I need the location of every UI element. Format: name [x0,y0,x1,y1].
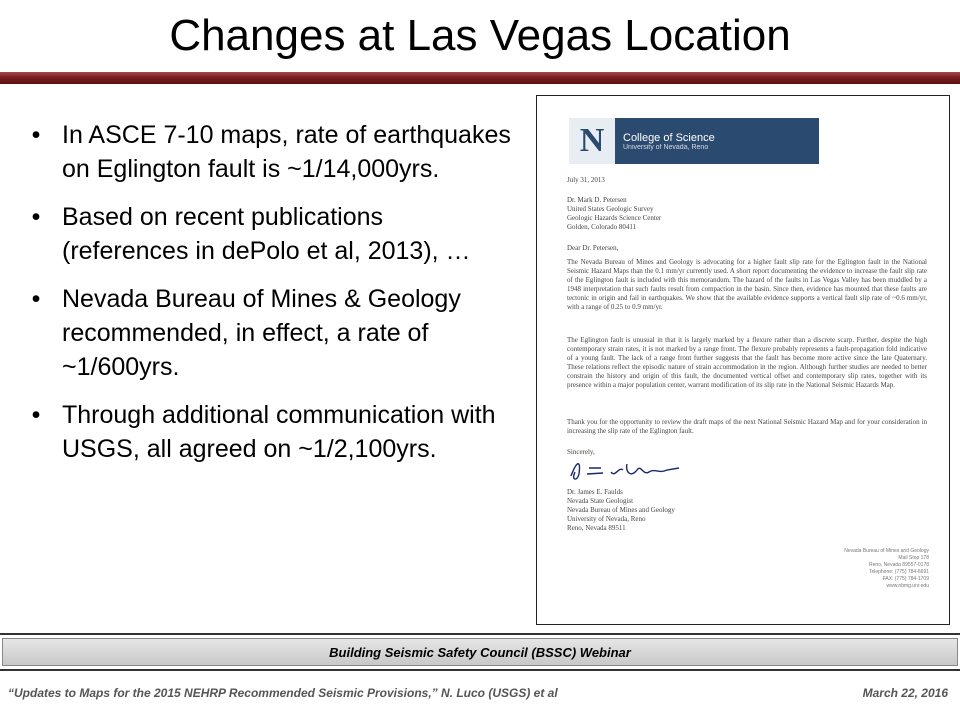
logo-college: College of Science [623,131,715,144]
letter-address [567,196,661,232]
letter-closing: Sincerely, [567,448,595,456]
letter-paragraph: The Nevada Bureau of Mines and Geology is advocating for a higher fault slip rate for the Eglington fault in the National Seismic Hazard Maps than the 0.1 mm/yr currently used. A short report documenting the evidence to increase the fault slip rate of the Eglington fault is included with this memorandum. The hazard of the faults in Las Vegas Valley has been muddled by a 1948 interpretation that such faults result from compaction in the basin. Since then, evidence has mounted that these faults are tectonic in origin and fail in earthquakes. We show that the available evidence supports a vertical fault slip rate of ~0.6 mm/yr, with a range of 0.25 to 0.9 mm/yr. [567,258,927,311]
banner-inner [2,638,958,666]
bullet-item [26,118,516,186]
letter-paragraph: Thank you for the opportunity to review the draft maps of the next National Seismic Hazard Map and for your consideration in increasing the slip rate of the Eglington fault. [567,418,927,435]
bullet-dot-icon: • [31,121,41,149]
bullet-list [26,118,516,480]
bullet-dot-icon: • [31,285,41,313]
bullet-dot-icon: • [31,203,41,231]
letter-footer [799,548,929,590]
letter-paragraph: The Eglington fault is unusual in that it is largely marked by a flexure rather than a discrete scarp. Further, despite the high contemporary strain rates, it is not marked by a range front. The flexure probably represents a fault-propagation fold indicative of a young fault. The lack of a range front further suggests that the fault has become more active since the late Quaternary. These relations reflect the episodic nature of strain accommodation in the region. Although further studies are needed to better constrain the history and origin of this fault, the documented vertical offset and contemporary slip rates, together with its presence within a major population center, warrant modification of its slip rate in the National Seismic Hazards Map. [567,336,927,389]
footer-citation: “Updates to Maps for the 2015 NEHRP Recommended Seismic Provisions,” N. Luco (USGS) et al [8,686,558,700]
logo-text [623,132,715,151]
bullet-text: Nevada Bureau of Mines & Geology recommended, in effect, a rate of ~1/600yrs. [62,285,461,381]
signature-line: Dr. James E. Faulds [567,488,623,496]
logo-mark: N [569,118,615,164]
footer-line: www.nbmg.unr.edu [886,583,929,589]
footer-line: FAX: (775) 784-1709 [882,576,929,582]
letter-date: July 31, 2013 [567,176,605,184]
address-line: United States Geologic Survey [567,205,654,213]
bullet-item [26,200,516,268]
webinar-banner [0,633,960,671]
address-line: Golden, Colorado 80411 [567,223,637,231]
bullet-item [26,282,516,384]
footer-date: March 22, 2016 [862,686,948,700]
university-logo [569,118,819,164]
letter-signature-block [567,488,675,533]
footer-line: Mail Stop 178 [898,555,929,561]
signature-line: Nevada State Geologist [567,497,634,505]
address-line: Dr. Mark D. Petersen [567,196,627,204]
slide-title: Changes at Las Vegas Location [169,11,791,60]
footer-line: Telephone: (775) 784-6691 [868,569,929,575]
letter-salutation: Dear Dr. Petersen, [567,244,619,252]
address-line: Geologic Hazards Science Center [567,214,662,222]
signature-line: University of Nevada, Reno [567,515,646,523]
signature-icon [567,458,687,484]
bullet-text: In ASCE 7-10 maps, rate of earthquakes on Eglington fault is ~1/14,000yrs. [62,121,511,183]
letter-image [536,95,950,625]
signature-line: Reno, Nevada 89511 [567,524,626,532]
footer-line: Nevada Bureau of Mines and Geology [844,548,929,554]
bullet-item [26,398,516,466]
bullet-text: Based on recent publications (references in dePolo et al, 2013), … [62,203,471,265]
footer-line: Reno, Nevada 89557-0178 [868,562,929,568]
bullet-dot-icon: • [31,401,41,429]
title-divider [0,72,960,84]
logo-university: University of Nevada, Reno [623,143,709,151]
signature-line: Nevada Bureau of Mines and Geology [567,506,675,514]
bullet-text: Through additional communication with USGS, all agreed on ~1/2,100yrs. [62,401,496,463]
banner-text: Building Seismic Safety Council (BSSC) Webinar [329,644,631,660]
